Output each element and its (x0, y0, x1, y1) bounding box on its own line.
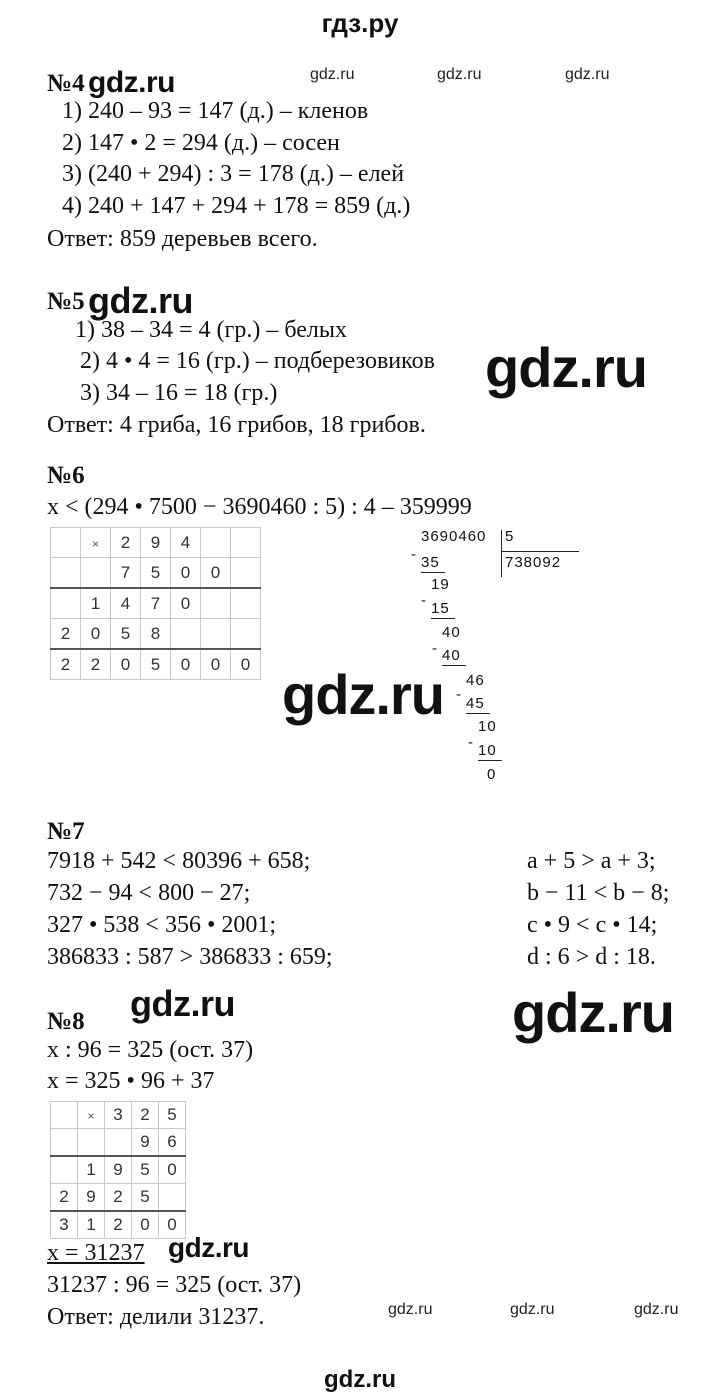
division-divisor-bar (501, 530, 502, 577)
grid-cell: 3 (105, 1102, 132, 1129)
grid-row (51, 588, 261, 619)
grid-cell (231, 558, 261, 589)
grid-cell: 2 (105, 1184, 132, 1212)
division-step-rule (442, 665, 466, 666)
division-minus: - (411, 546, 417, 563)
grid-cell: 5 (141, 558, 171, 589)
division-step: 45 (466, 695, 485, 712)
grid-cell: 9 (105, 1156, 132, 1184)
task8-number: №8 (47, 1008, 85, 1035)
grid-cell (231, 528, 261, 558)
multiply-sign: × (87, 1109, 95, 1123)
grid-cell: 9 (132, 1129, 159, 1157)
grid-cell (51, 1102, 78, 1129)
division-step-rule (421, 572, 445, 573)
task6-expression: x < (294 • 7500 − 3690460 : 5) : 4 – 359999 (47, 494, 472, 520)
division-minus: - (456, 686, 462, 703)
division-step: 35 (421, 554, 440, 571)
grid-cell: 0 (231, 649, 261, 680)
watermark: gdz.ru (168, 1232, 249, 1263)
task7-number: №7 (47, 818, 85, 845)
task6-multiplication-grid (50, 527, 261, 680)
grid-cell: 1 (78, 1156, 105, 1184)
watermark: gdz.ru (565, 66, 610, 83)
grid-cell: 5 (132, 1156, 159, 1184)
grid-cell: 0 (201, 558, 231, 589)
division-step-rule (466, 713, 490, 714)
watermark: gdz.ru (88, 66, 175, 99)
division-divisor: 5 (505, 528, 515, 545)
grid-cell: 2 (51, 619, 81, 650)
grid-cell (201, 528, 231, 558)
task4-line-3: 3) (240 + 294) : 3 = 178 (д.) – елей (62, 161, 405, 187)
grid-cell: 2 (132, 1102, 159, 1129)
watermark: gdz.ru (310, 66, 355, 83)
grid-cell (78, 1102, 105, 1129)
division-step: 19 (431, 576, 450, 593)
grid-cell: 0 (171, 558, 201, 589)
task5-answer: Ответ: 4 гриба, 16 грибов, 18 грибов. (47, 412, 426, 438)
grid-cell: 0 (171, 588, 201, 619)
grid-row (51, 619, 261, 650)
grid-row (51, 1211, 186, 1239)
watermark: gdz.ru (485, 336, 647, 399)
task7-right-1: a + 5 > a + 3; (527, 848, 656, 874)
division-quotient-rule (501, 551, 579, 552)
grid-row (51, 1129, 186, 1157)
grid-cell (201, 588, 231, 619)
grid-row (51, 1156, 186, 1184)
grid-cell: 9 (78, 1184, 105, 1212)
grid-cell: 2 (51, 649, 81, 680)
watermark: gdz.ru (510, 1301, 555, 1318)
task7-right-3: c • 9 < c • 14; (527, 912, 658, 938)
division-quotient: 738092 (505, 554, 562, 571)
task6-number: №6 (47, 462, 85, 489)
task8-multiplication-grid (50, 1101, 186, 1239)
grid-cell: 0 (159, 1211, 186, 1239)
grid-cell: 2 (105, 1211, 132, 1239)
watermark: gdz.ru (282, 663, 444, 726)
grid-cell: 4 (111, 588, 141, 619)
grid-cell: 0 (159, 1156, 186, 1184)
task8-check: 31237 : 96 = 325 (ост. 37) (47, 1272, 302, 1298)
watermark: gdz.ru (388, 1301, 433, 1318)
grid-row (51, 558, 261, 589)
division-step: 40 (442, 647, 461, 664)
grid-cell: 8 (141, 619, 171, 650)
task5-line-1: 1) 38 – 34 = 4 (гр.) – белых (75, 317, 348, 343)
grid-cell: 0 (81, 619, 111, 650)
grid-cell: 5 (111, 619, 141, 650)
watermark: gdz.ru (512, 981, 674, 1044)
grid-cell: 5 (159, 1102, 186, 1129)
task8-result: x = 31237 (47, 1240, 145, 1266)
grid-cell (231, 619, 261, 650)
division-minus: - (432, 640, 438, 657)
grid-cell: 2 (111, 528, 141, 558)
grid-cell (51, 1129, 78, 1157)
division-step: 10 (478, 742, 497, 759)
grid-cell (78, 1129, 105, 1157)
division-step-rule (431, 618, 455, 619)
task4-number: №4 (47, 70, 85, 97)
grid-cell (231, 588, 261, 619)
grid-cell (51, 1156, 78, 1184)
watermark: gdz.ru (88, 280, 193, 321)
task7-left-4: 386833 : 587 > 386833 : 659; (47, 944, 333, 970)
task8-answer: Ответ: делили 31237. (47, 1304, 265, 1330)
grid-cell: 0 (132, 1211, 159, 1239)
grid-cell: 0 (111, 649, 141, 680)
grid-cell: 0 (171, 649, 201, 680)
watermark: gdz.ru (634, 1301, 679, 1318)
grid-row (51, 1184, 186, 1212)
task8-line-2: x = 325 • 96 + 37 (47, 1068, 215, 1094)
watermark: gdz.ru (437, 66, 482, 83)
grid-cell: 1 (81, 588, 111, 619)
grid-row (51, 649, 261, 680)
grid-row (51, 1102, 186, 1129)
grid-cell (201, 619, 231, 650)
task5-number: №5 (47, 288, 85, 315)
division-step: 10 (478, 718, 497, 735)
task7-left-1: 7918 + 542 < 80396 + 658; (47, 848, 311, 874)
division-step: 15 (431, 600, 450, 617)
grid-cell (81, 528, 111, 558)
task4-line-2: 2) 147 • 2 = 294 (д.) – сосен (62, 130, 340, 156)
grid-cell (81, 558, 111, 589)
page-header: гдз.ру (321, 8, 399, 38)
grid-cell: 4 (171, 528, 201, 558)
grid-cell (51, 588, 81, 619)
grid-cell (105, 1129, 132, 1157)
task5-line-2: 2) 4 • 4 = 16 (гр.) – подберезовиков (80, 348, 435, 374)
grid-cell (171, 619, 201, 650)
grid-cell (159, 1184, 186, 1212)
division-minus: - (468, 734, 474, 751)
grid-cell: 2 (51, 1184, 78, 1212)
grid-row (51, 528, 261, 558)
division-step-rule (478, 760, 502, 761)
multiply-sign: × (91, 536, 99, 551)
task7-right-4: d : 6 > d : 18. (527, 944, 656, 970)
grid-cell: 2 (81, 649, 111, 680)
division-step: 40 (442, 624, 461, 641)
grid-cell: 6 (159, 1129, 186, 1157)
task4-line-1: 1) 240 – 93 = 147 (д.) – кленов (62, 98, 369, 124)
grid-cell (51, 528, 81, 558)
grid-cell: 7 (141, 588, 171, 619)
task7-right-2: b − 11 < b − 8; (527, 880, 670, 906)
grid-cell: 9 (141, 528, 171, 558)
grid-cell: 5 (141, 649, 171, 680)
task7-left-3: 327 • 538 < 356 • 2001; (47, 912, 277, 938)
grid-cell: 7 (111, 558, 141, 589)
grid-cell: 0 (201, 649, 231, 680)
grid-cell (51, 558, 81, 589)
page-footer: gdz.ru (324, 1366, 396, 1393)
task7-left-2: 732 − 94 < 800 − 27; (47, 880, 251, 906)
task4-line-4: 4) 240 + 147 + 294 + 178 = 859 (д.) (62, 193, 411, 219)
division-step: 0 (487, 766, 497, 783)
division-minus: - (421, 592, 427, 609)
task5-line-3: 3) 34 – 16 = 18 (гр.) (80, 380, 278, 406)
division-step: 46 (466, 672, 485, 689)
watermark: gdz.ru (130, 983, 235, 1024)
task4-answer: Ответ: 859 деревьев всего. (47, 226, 318, 252)
grid-cell: 5 (132, 1184, 159, 1212)
grid-cell: 1 (78, 1211, 105, 1239)
task8-line-1: x : 96 = 325 (ост. 37) (47, 1037, 254, 1063)
grid-cell: 3 (51, 1211, 78, 1239)
division-dividend: 3690460 (421, 528, 487, 545)
